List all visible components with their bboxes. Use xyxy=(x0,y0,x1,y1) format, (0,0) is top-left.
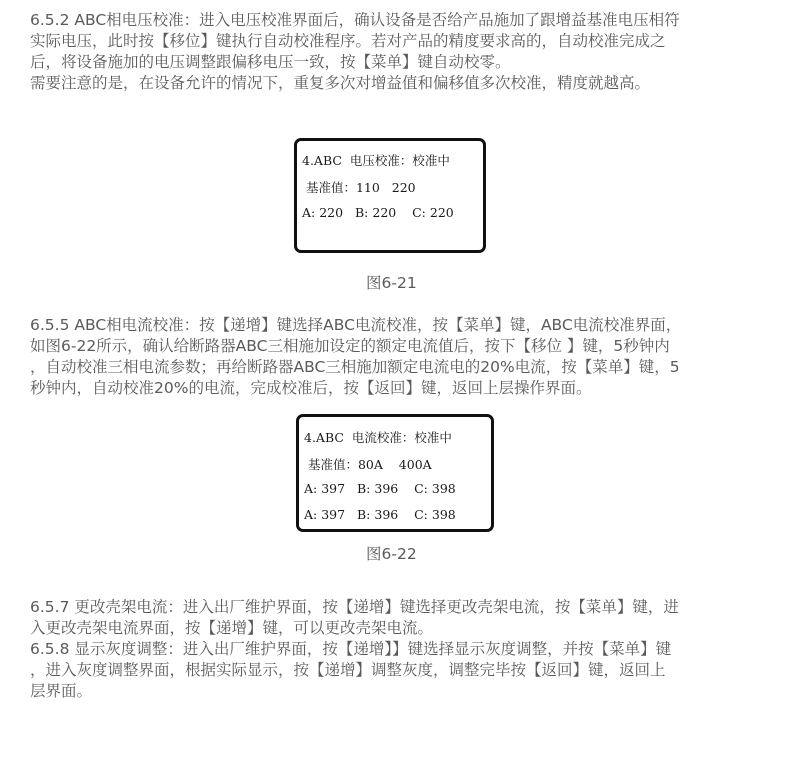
figure-caption: 图6-22 xyxy=(366,545,417,563)
text-line: 如图6-22所示，确认给断路器ABC三相施加设定的额定电流值后，按下【移位 】键，5秒钟内 xyxy=(30,337,670,355)
section-6-5-7-and-6-5-8 xyxy=(30,597,775,702)
section-6-5-2 xyxy=(30,10,775,94)
voltage-calibration-display xyxy=(294,138,486,253)
text-line: 6.5.2 ABC相电压校准：进入电压校准界面后，确认设备是否给产品施加了跟增益基准电压相符 xyxy=(30,11,680,29)
current-calibration-display xyxy=(296,414,494,532)
display-phase-values: A: 397 B: 396 C: 398 xyxy=(304,481,456,496)
text-line: ，进入灰度调整界面，根据实际显示，按【递增】调整灰度，调整完毕按【返回】键，返回上 xyxy=(30,661,666,679)
text-line: 入更改壳架电流界面，按【递增】键，可以更改壳架电流。 xyxy=(30,619,434,637)
text-line: 需要注意的是，在设备允许的情况下，重复多次对增益值和偏移值多次校准，精度就越高。 xyxy=(30,74,651,92)
display-phase-values: A: 397 B: 396 C: 398 xyxy=(304,507,456,522)
text-line: 层界面。 xyxy=(30,682,93,700)
figure-caption: 图6-21 xyxy=(366,274,417,292)
text-line: 6.5.8 显示灰度调整：进入出厂维护界面，按【递增】】键选择显示灰度调整，并按【菜单】键 xyxy=(30,640,672,658)
text-line: 后，将设备施加的电压调整跟偏移电压一致，按【菜单】键自动校零。 xyxy=(30,53,511,71)
text-line: 秒钟内，自动校准20%的电流，完成校准后，按【返回】键，返回上层操作界面。 xyxy=(30,379,592,397)
display-title: 4.ABC 电流校准：校准中 xyxy=(304,430,452,445)
display-reference-values: 基准值：80A 400A xyxy=(304,457,432,472)
text-line: 实际电压，此时按【移位】键执行自动校准程序。若对产品的精度要求高的，自动校准完成之 xyxy=(30,32,666,50)
display-title: 4.ABC 电压校准：校准中 xyxy=(302,153,450,168)
display-phase-values: A: 220 B: 220 C: 220 xyxy=(302,205,454,220)
section-6-5-5 xyxy=(30,315,775,399)
text-line: 6.5.5 ABC相电流校准：按【递增】键选择ABC电流校准，按【菜单】键，ABC电流校准界面， xyxy=(30,316,682,334)
text-line: ，自动校准三相电流参数；再给断路器ABC三相施加额定电流电的20%电流，按【菜单】键，5 xyxy=(30,358,680,376)
text-line: 6.5.7 更改壳架电流：进入出厂维护界面，按【递增】键选择更改壳架电流，按【菜单】键，进 xyxy=(30,598,679,616)
display-reference-values: 基准值：110 220 xyxy=(302,180,416,195)
